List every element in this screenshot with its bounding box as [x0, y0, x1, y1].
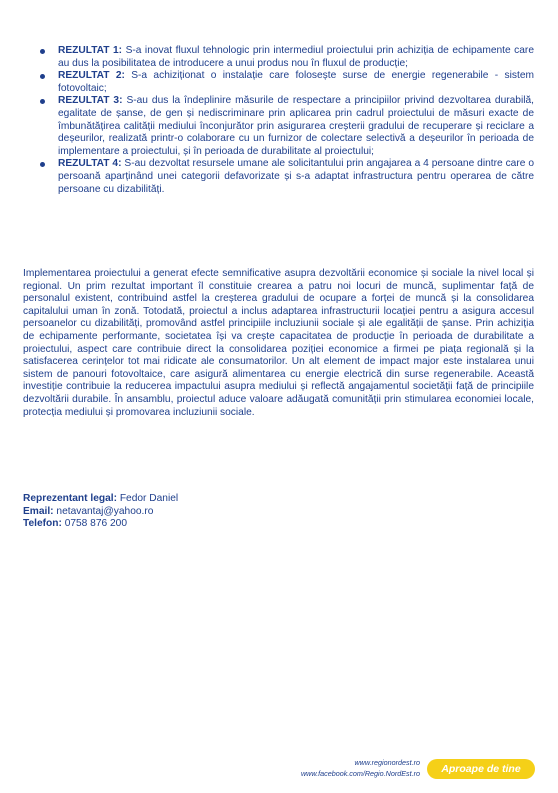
- phone-value: 0758 876 200: [61, 518, 128, 530]
- rep-label: Reprezentant legal:: [23, 493, 117, 504]
- email-line: [23, 506, 178, 519]
- impact-paragraph: Implementarea proiectului a generat efecte semnificative asupra dezvoltării economice și sociale la nivel local și regional. Un prim rezultat important îl constituie crearea a patru noi locuri de muncă, suplimentar față de personalul existent, contribuind astfel la creșterea gradului de ocupare a forței de muncă și la consolidarea capitalului uman în zonă. Totodată, proiectul a inclus adaptarea infrastructurii locației pentru a asigura accesul persoanelor cu dizabilități, promovând astfel principiile incluziunii sociale și ale egalității de șanse. Prin achiziția de echipamente performante, societatea își va crește capacitatea de producție în perioada de durabilitate a proiectului, aspect care contribuie direct la consolidarea poziției economice a firmei pe piața regională și la satisfacerea cerințelor tot mai ridicate ale consumatorilor. Un alt element de impact major este instalarea unui sistem de panouri fotovoltaice, care asigură alimentarea cu energie electrică din surse regenerabile. Această investiție contribuie la reducerea impactului asupra mediului și reflectă angajamentul societății față de principiile dezvoltării durabile. În ansamblu, proiectul aduce valoare adăugată comunității prin stimularea economiei locale, protecția mediului și promovarea incluziunii sociale.: [23, 268, 534, 418]
- facebook-link[interactable]: www.facebook.com/Regio.NordEst.ro: [300, 769, 420, 778]
- results-list: [37, 45, 534, 196]
- contact-block: [23, 493, 178, 531]
- phone-label: Telefon:: [23, 518, 62, 530]
- result-text: S-a achiziționat o instalație care folosește surse de energie regenerabile - sistem fotovoltaic;: [58, 70, 534, 94]
- email-value: netavantaj@yahoo.ro: [53, 505, 154, 517]
- result-label: REZULTAT 4:: [58, 158, 122, 170]
- footer-links: [301, 757, 420, 779]
- result-label: REZULTAT 1:: [58, 45, 123, 56]
- phone-line: [23, 518, 178, 531]
- website-link[interactable]: www.regionordest.ro: [354, 758, 420, 767]
- result-text: S-au dezvoltat resursele umane ale solicitantului prin angajarea a 4 persoane dintre care o persoană aparținând unei categorii defavorizate și s-a adaptat infrastructura pentru operarea de către persoane cu dizabilități.: [58, 158, 534, 195]
- slogan-badge: Aproape de tine: [427, 759, 535, 779]
- result-item-4: [37, 158, 534, 196]
- legal-representative: [23, 493, 178, 506]
- rep-value: Fedor Daniel: [116, 493, 179, 504]
- bullet-icon: [40, 99, 45, 104]
- bullet-icon: [40, 49, 45, 54]
- result-label: REZULTAT 2:: [58, 70, 125, 82]
- result-item-2: [37, 70, 534, 95]
- result-label: REZULTAT 3:: [58, 95, 123, 107]
- bullet-icon: [40, 162, 45, 167]
- email-label: Email:: [23, 505, 54, 517]
- result-item-1: [37, 45, 534, 70]
- result-item-3: [37, 95, 534, 158]
- bullet-icon: [40, 74, 45, 79]
- result-text: S-au dus la îndeplinire măsurile de respectare a principiilor privind dezvoltarea durabilă, egalitate de șanse, de gen și nediscriminare prin aplicarea prin cadrul proiectului de măsuri exacte de îmbunătățirea calității mediului înconjurător prin asigurarea creșterii gradului de recuperare și reciclare a deșeurilor, realizată printr-o colaborare cu un furnizor de colectare selectivă a deșeurilor în perioada de implementare a proiectului, și în perioada de durabilitate al proiectului;: [58, 95, 534, 157]
- result-text: S-a inovat fluxul tehnologic prin intermediul proiectului prin achiziția de echipamente care au dus la posibilitatea de introducere a unui produs nou în fluxul de producție;: [58, 45, 534, 69]
